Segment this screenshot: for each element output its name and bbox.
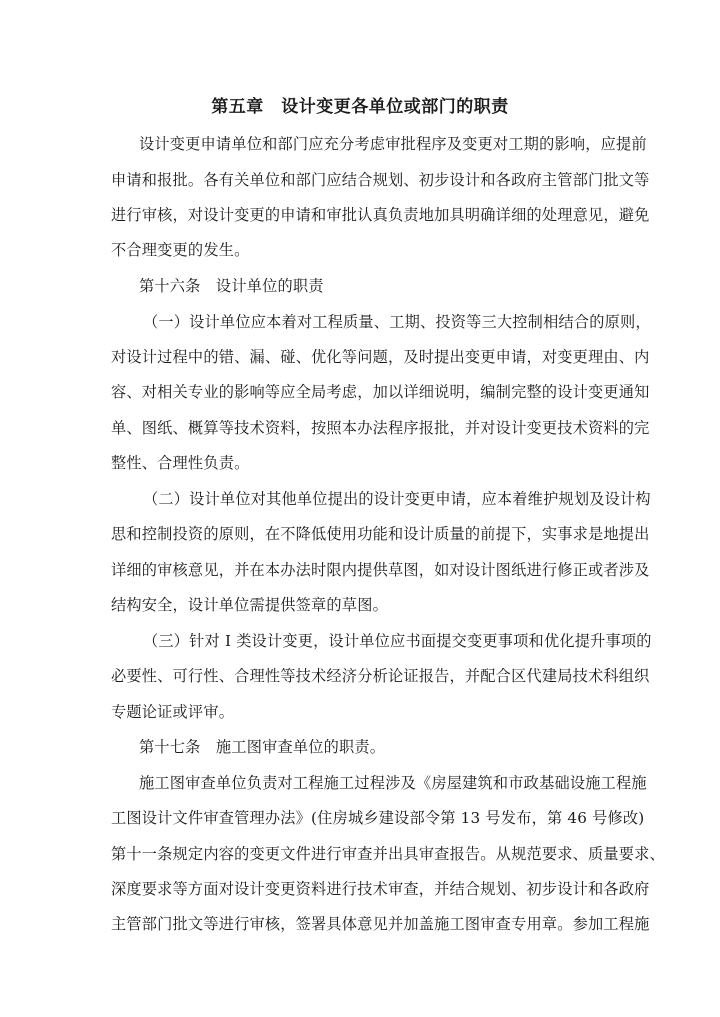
item-1-line: 单、图纸、概算等技术资料，按照本办法程序报批，并对设计变更技术资料的完 xyxy=(111,419,650,437)
intro-line: 设计变更申请单位和部门应充分考虑审批程序及变更对工期的影响，应提前 xyxy=(139,135,647,153)
chapter-title: 第五章 设计变更各单位或部门的职责 xyxy=(211,97,509,117)
intro-line: 申请和报批。各有关单位和部门应结合规划、初步设计和各政府主管部门批文等 xyxy=(111,171,650,189)
intro-line: 进行审核，对设计变更的申请和审批认真负责地加具明确详细的处理意见，避免 xyxy=(111,206,650,224)
article-17-line: 工图设计文件审查管理办法》(住房城乡建设部令第 13 号发布，第 46 号修改) xyxy=(111,809,645,827)
item-3-line: （三）针对 I 类设计变更，设计单位应书面提交变更事项和优化提升事项的 xyxy=(143,632,652,650)
article-17-line: 施工图审查单位负责对工程施工过程涉及《房屋建筑和市政基础设施工程施 xyxy=(139,774,647,792)
item-1-line: 对设计过程中的错、漏、碰、优化等问题，及时提出变更申请，对变更理由、内 xyxy=(111,348,650,366)
item-2-line: 结构安全，设计单位需提供签章的草图。 xyxy=(111,596,388,614)
item-3-line: 必要性、可行性、合理性等技术经济分析论证报告，并配合区代建局技术科组织 xyxy=(111,667,650,685)
item-3-line: 专题论证或评审。 xyxy=(111,703,235,721)
item-2-line: 思和控制投资的原则，在不降低使用功能和设计质量的前提下，实事求是地提出 xyxy=(111,525,650,543)
article-17-line: 主管部门批文等进行审核，签署具体意见并加盖施工图审查专用章。参加工程施 xyxy=(111,915,650,933)
item-2-line: （二）设计单位对其他单位提出的设计变更申请，应本着维护规划及设计构 xyxy=(143,490,651,508)
article-17-heading: 第十七条 施工图审查单位的职责。 xyxy=(139,738,386,756)
article-16-heading: 第十六条 设计单位的职责 xyxy=(139,277,324,295)
article-17-line: 深度要求等方面对设计变更资料进行技术审查，并结合规划、初步设计和各政府 xyxy=(111,880,650,898)
item-1-line: 容、对相关专业的影响等应全局考虑，加以详细说明，编制完整的设计变更通知 xyxy=(111,383,650,401)
article-17-line: 第十一条规定内容的变更文件进行审查并出具审查报告。从规范要求、质量要求、 xyxy=(111,845,665,863)
intro-line: 不合理变更的发生。 xyxy=(111,241,250,259)
item-1-line: 整性、合理性负责。 xyxy=(111,454,250,472)
item-1-line: （一）设计单位应本着对工程质量、工期、投资等三大控制相结合的原则， xyxy=(143,313,651,331)
item-2-line: 详细的审核意见，并在本办法时限内提供草图，如对设计图纸进行修正或者涉及 xyxy=(111,561,650,579)
